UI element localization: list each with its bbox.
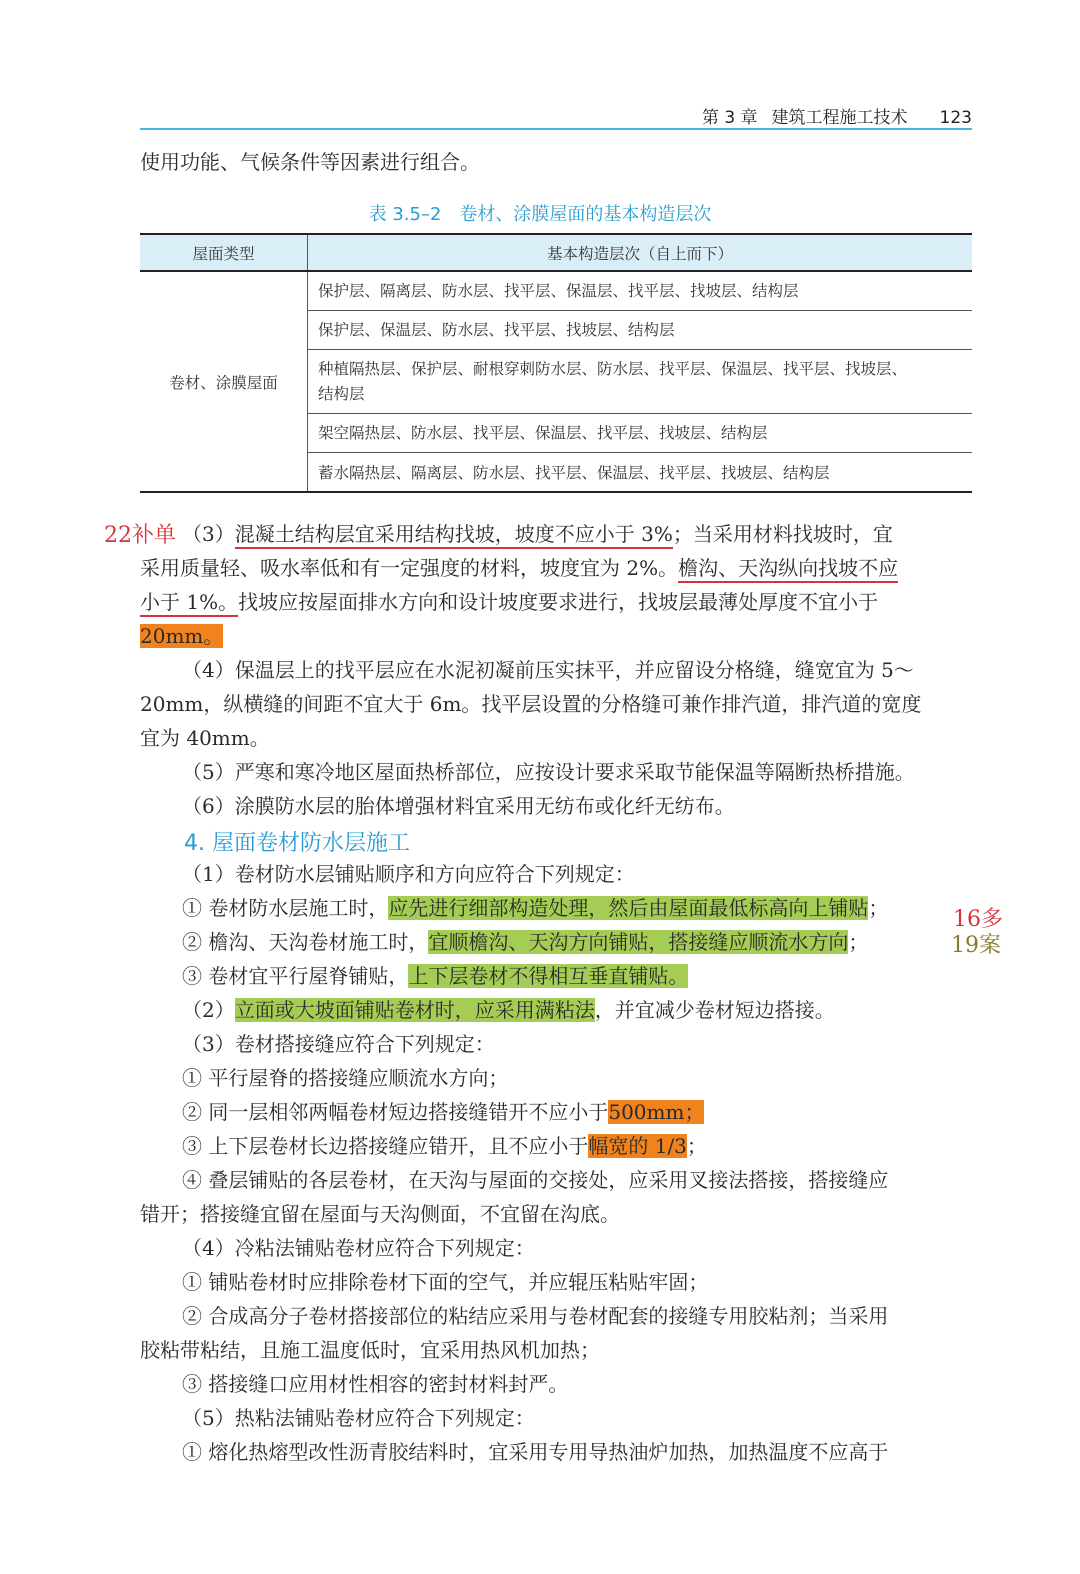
handwritten-note-19: 19案 xyxy=(951,933,1001,958)
para-3-line-4 xyxy=(140,624,223,648)
item-1: （1）卷材防水层铺贴顺序和方向应符合下列规定： xyxy=(182,862,635,886)
underline-red: 混凝土结构层宜采用结构找坡，坡度不应小于 3% xyxy=(235,522,673,549)
col-header-layers: 基本构造层次（自上而下） xyxy=(546,244,733,263)
table-row xyxy=(308,414,972,453)
running-head xyxy=(702,103,972,128)
item-4-2-line-2: 胶粘带粘结，且施工温度低时，宜采用热风机加热； xyxy=(140,1338,600,1362)
underline-red: 小于 1%。 xyxy=(140,590,238,617)
handwritten-note-22: 22补单 xyxy=(104,523,176,548)
item-4-3: ③ 搭接缝口应用材性相容的密封材料封严。 xyxy=(182,1372,569,1396)
text: ； xyxy=(848,930,869,954)
intro-line: 使用功能、气候条件等因素进行组合。 xyxy=(140,150,480,174)
table-cell: 架空隔热层、防水层、找平层、保温层、找平层、找坡层、结构层 xyxy=(318,423,768,442)
item-4-2-line-1: ② 合成高分子卷材搭接部位的粘结应采用与卷材配套的接缝专用胶粘剂；当采用 xyxy=(182,1304,889,1328)
highlight-green: 上下层卷材不得相互垂直铺贴。 xyxy=(408,964,689,988)
text: 采用质量轻、吸水率低和有一定强度的材料，坡度宜为 2%。 xyxy=(140,556,679,580)
highlight-green: 宜顺檐沟、天沟方向铺贴，搭接缝应顺流水方向 xyxy=(428,930,849,954)
highlight-orange: 20mm。 xyxy=(140,624,224,648)
text: ③ 卷材宜平行屋脊铺贴， xyxy=(182,964,409,988)
text: 找坡应按屋面排水方向和设计坡度要求进行，找坡层最薄处厚度不宜小于 xyxy=(238,590,879,614)
table-cell: 保护层、保温层、防水层、找平层、找坡层、结构层 xyxy=(318,320,675,339)
underline-red: 檐沟、天沟纵向找坡不应 xyxy=(678,556,898,583)
item-1-1 xyxy=(182,896,888,920)
text: ① 卷材防水层施工时， xyxy=(182,896,389,920)
item-5-1: ① 熔化热熔型改性沥青胶结料时，宜采用专用导热油炉加热，加热温度不应高于 xyxy=(182,1440,889,1464)
table-row xyxy=(308,350,972,414)
header-rule xyxy=(140,128,972,130)
highlight-green: 立面或大坡面铺贴卷材时，应采用满粘法 xyxy=(234,998,595,1022)
section-title: 4. 屋面卷材防水层施工 xyxy=(184,831,410,856)
item-4-1: ① 铺贴卷材时应排除卷材下面的空气，并应辊压粘贴牢固； xyxy=(182,1270,709,1294)
text: ② 同一层相邻两幅卷材短边搭接缝错开不应小于 xyxy=(182,1100,609,1124)
para-3-line-1 xyxy=(182,522,893,546)
text: ；当采用材料找坡时，宜 xyxy=(672,522,893,546)
table-body xyxy=(140,272,972,493)
item-3-3 xyxy=(182,1134,707,1158)
para-4-line-3: 宜为 40mm。 xyxy=(140,726,270,750)
highlight-orange: 500mm； xyxy=(608,1100,705,1124)
text: ② 檐沟、天沟卷材施工时， xyxy=(182,930,429,954)
table-row xyxy=(308,453,972,493)
table-cell: 保护层、隔离层、防水层、找平层、保温层、找平层、找坡层、结构层 xyxy=(318,281,799,300)
para-3-line-2 xyxy=(140,556,898,580)
para-4-line-2: 20mm，纵横缝的间距不宜大于 6m。找平层设置的分格缝可兼作排汽道，排汽道的宽度 xyxy=(140,692,922,716)
para-4-line-1: （4）保温层上的找平层应在水泥初凝前压实抹平，并应留设分格缝，缝宽宜为 5～ xyxy=(182,658,914,682)
item-1-2 xyxy=(182,930,868,954)
cell-roof-type: 卷材、涂膜屋面 xyxy=(140,272,308,491)
item-3-1: ① 平行屋脊的搭接缝应顺流水方向； xyxy=(182,1066,509,1090)
table-row xyxy=(308,311,972,350)
text: ，并宜减少卷材短边搭接。 xyxy=(594,998,835,1022)
table-row xyxy=(308,272,972,311)
para-3-line-3 xyxy=(140,590,878,614)
item-3: （3）卷材搭接缝应符合下列规定： xyxy=(182,1032,495,1056)
para-number: （3） xyxy=(182,522,235,546)
highlight-orange: 幅宽的 1/3 xyxy=(588,1134,687,1158)
table-header xyxy=(140,233,972,272)
highlight-green: 应先进行细部构造处理，然后由屋面最低标高向上铺贴 xyxy=(388,896,869,920)
text: ③ 上下层卷材长边搭接缝应错开，且不应小于 xyxy=(182,1134,589,1158)
chapter-title: 建筑工程施工技术 xyxy=(771,108,908,128)
para-6: （6）涂膜防水层的胎体增强材料宜采用无纺布或化纤无纺布。 xyxy=(182,794,735,818)
structure-table xyxy=(140,233,972,493)
item-4: （4）冷粘法铺贴卷材应符合下列规定： xyxy=(182,1236,535,1260)
text: ； xyxy=(868,896,889,920)
item-3-2 xyxy=(182,1100,704,1124)
item-1-3 xyxy=(182,964,688,988)
para-5: （5）严寒和寒冷地区屋面热桥部位，应按设计要求采取节能保温等隔断热桥措施。 xyxy=(182,760,915,784)
table-title: 表 3.5–2 卷材、涂膜屋面的基本构造层次 xyxy=(368,204,712,225)
col-header-roof-type: 屋面类型 xyxy=(140,235,308,270)
table-cell: 蓄水隔热层、隔离层、防水层、找平层、保温层、找平层、找坡层、结构层 xyxy=(318,463,830,482)
item-2 xyxy=(182,998,835,1022)
page-header xyxy=(140,100,972,130)
item-5: （5）热粘法铺贴卷材应符合下列规定： xyxy=(182,1406,535,1430)
chapter-number: 第 3 章 xyxy=(701,108,758,128)
page-number: 123 xyxy=(939,108,972,128)
table-cell-line: 种植隔热层、保护层、耐根穿刺防水层、防水层、找平层、保温层、找平层、找坡层、 xyxy=(318,360,908,378)
item-3-4-line-2: 错开；搭接缝宜留在屋面与天沟侧面，不宜留在沟底。 xyxy=(140,1202,620,1226)
text: （2） xyxy=(182,998,235,1022)
text: ； xyxy=(686,1134,707,1158)
item-3-4-line-1: ④ 叠层铺贴的各层卷材，在天沟与屋面的交接处，应采用叉接法搭接，搭接缝应 xyxy=(182,1168,889,1192)
table-cell-line: 结构层 xyxy=(318,385,365,403)
handwritten-note-16: 16多 xyxy=(953,907,1003,932)
